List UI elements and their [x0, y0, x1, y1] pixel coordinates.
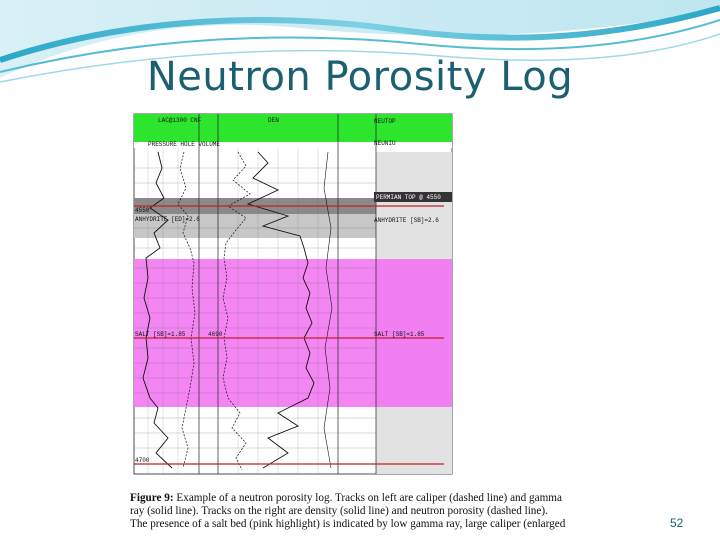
figure-caption	[130, 492, 600, 531]
slide-number: 52	[670, 516, 684, 530]
right-label-neuniu: NEUNIU	[374, 140, 396, 147]
header-label-mid: DEN	[268, 117, 279, 124]
slide-title: Neutron Porosity Log	[146, 54, 574, 100]
caption-line-3: The presence of a salt bed (pink highlight) is indicated by low gamma ray, large caliper (enlarged	[130, 518, 566, 530]
header-label-left: LAC@1300 CNF	[158, 117, 202, 124]
caption-figure-label: Figure 9:	[130, 492, 174, 504]
depth-marker-2: 4690	[208, 331, 223, 338]
caption-line-1: Example of a neutron porosity log. Tracks on left are caliper (dashed line) and gamma	[173, 492, 562, 504]
anhydrite-left-label: ANHYDRITE [ED]=2.6	[135, 216, 200, 223]
permian-top-label: PERMIAN TOP @ 4550	[376, 194, 441, 201]
left-track-sublabel: PRESSURE HOLE VOLUME	[148, 141, 221, 148]
depth-marker-3: 4700	[135, 457, 150, 464]
caption-line-2: ray (solid line). Tracks on the right are density (solid line) and neutron porosity (dashed line).	[130, 505, 548, 517]
depth-marker-1: 4550	[135, 207, 150, 214]
well-log-image	[128, 108, 595, 490]
anhydrite-right-label: ANHYDRITE [SB]=2.6	[374, 217, 439, 224]
right-label-neutop: NEUTOP	[374, 118, 396, 125]
neutron-porosity-log-figure	[128, 108, 595, 540]
salt-right-label: SALT [SB]=1.85	[374, 331, 425, 338]
salt-left-label: SALT [SB]=1.85	[135, 331, 186, 338]
